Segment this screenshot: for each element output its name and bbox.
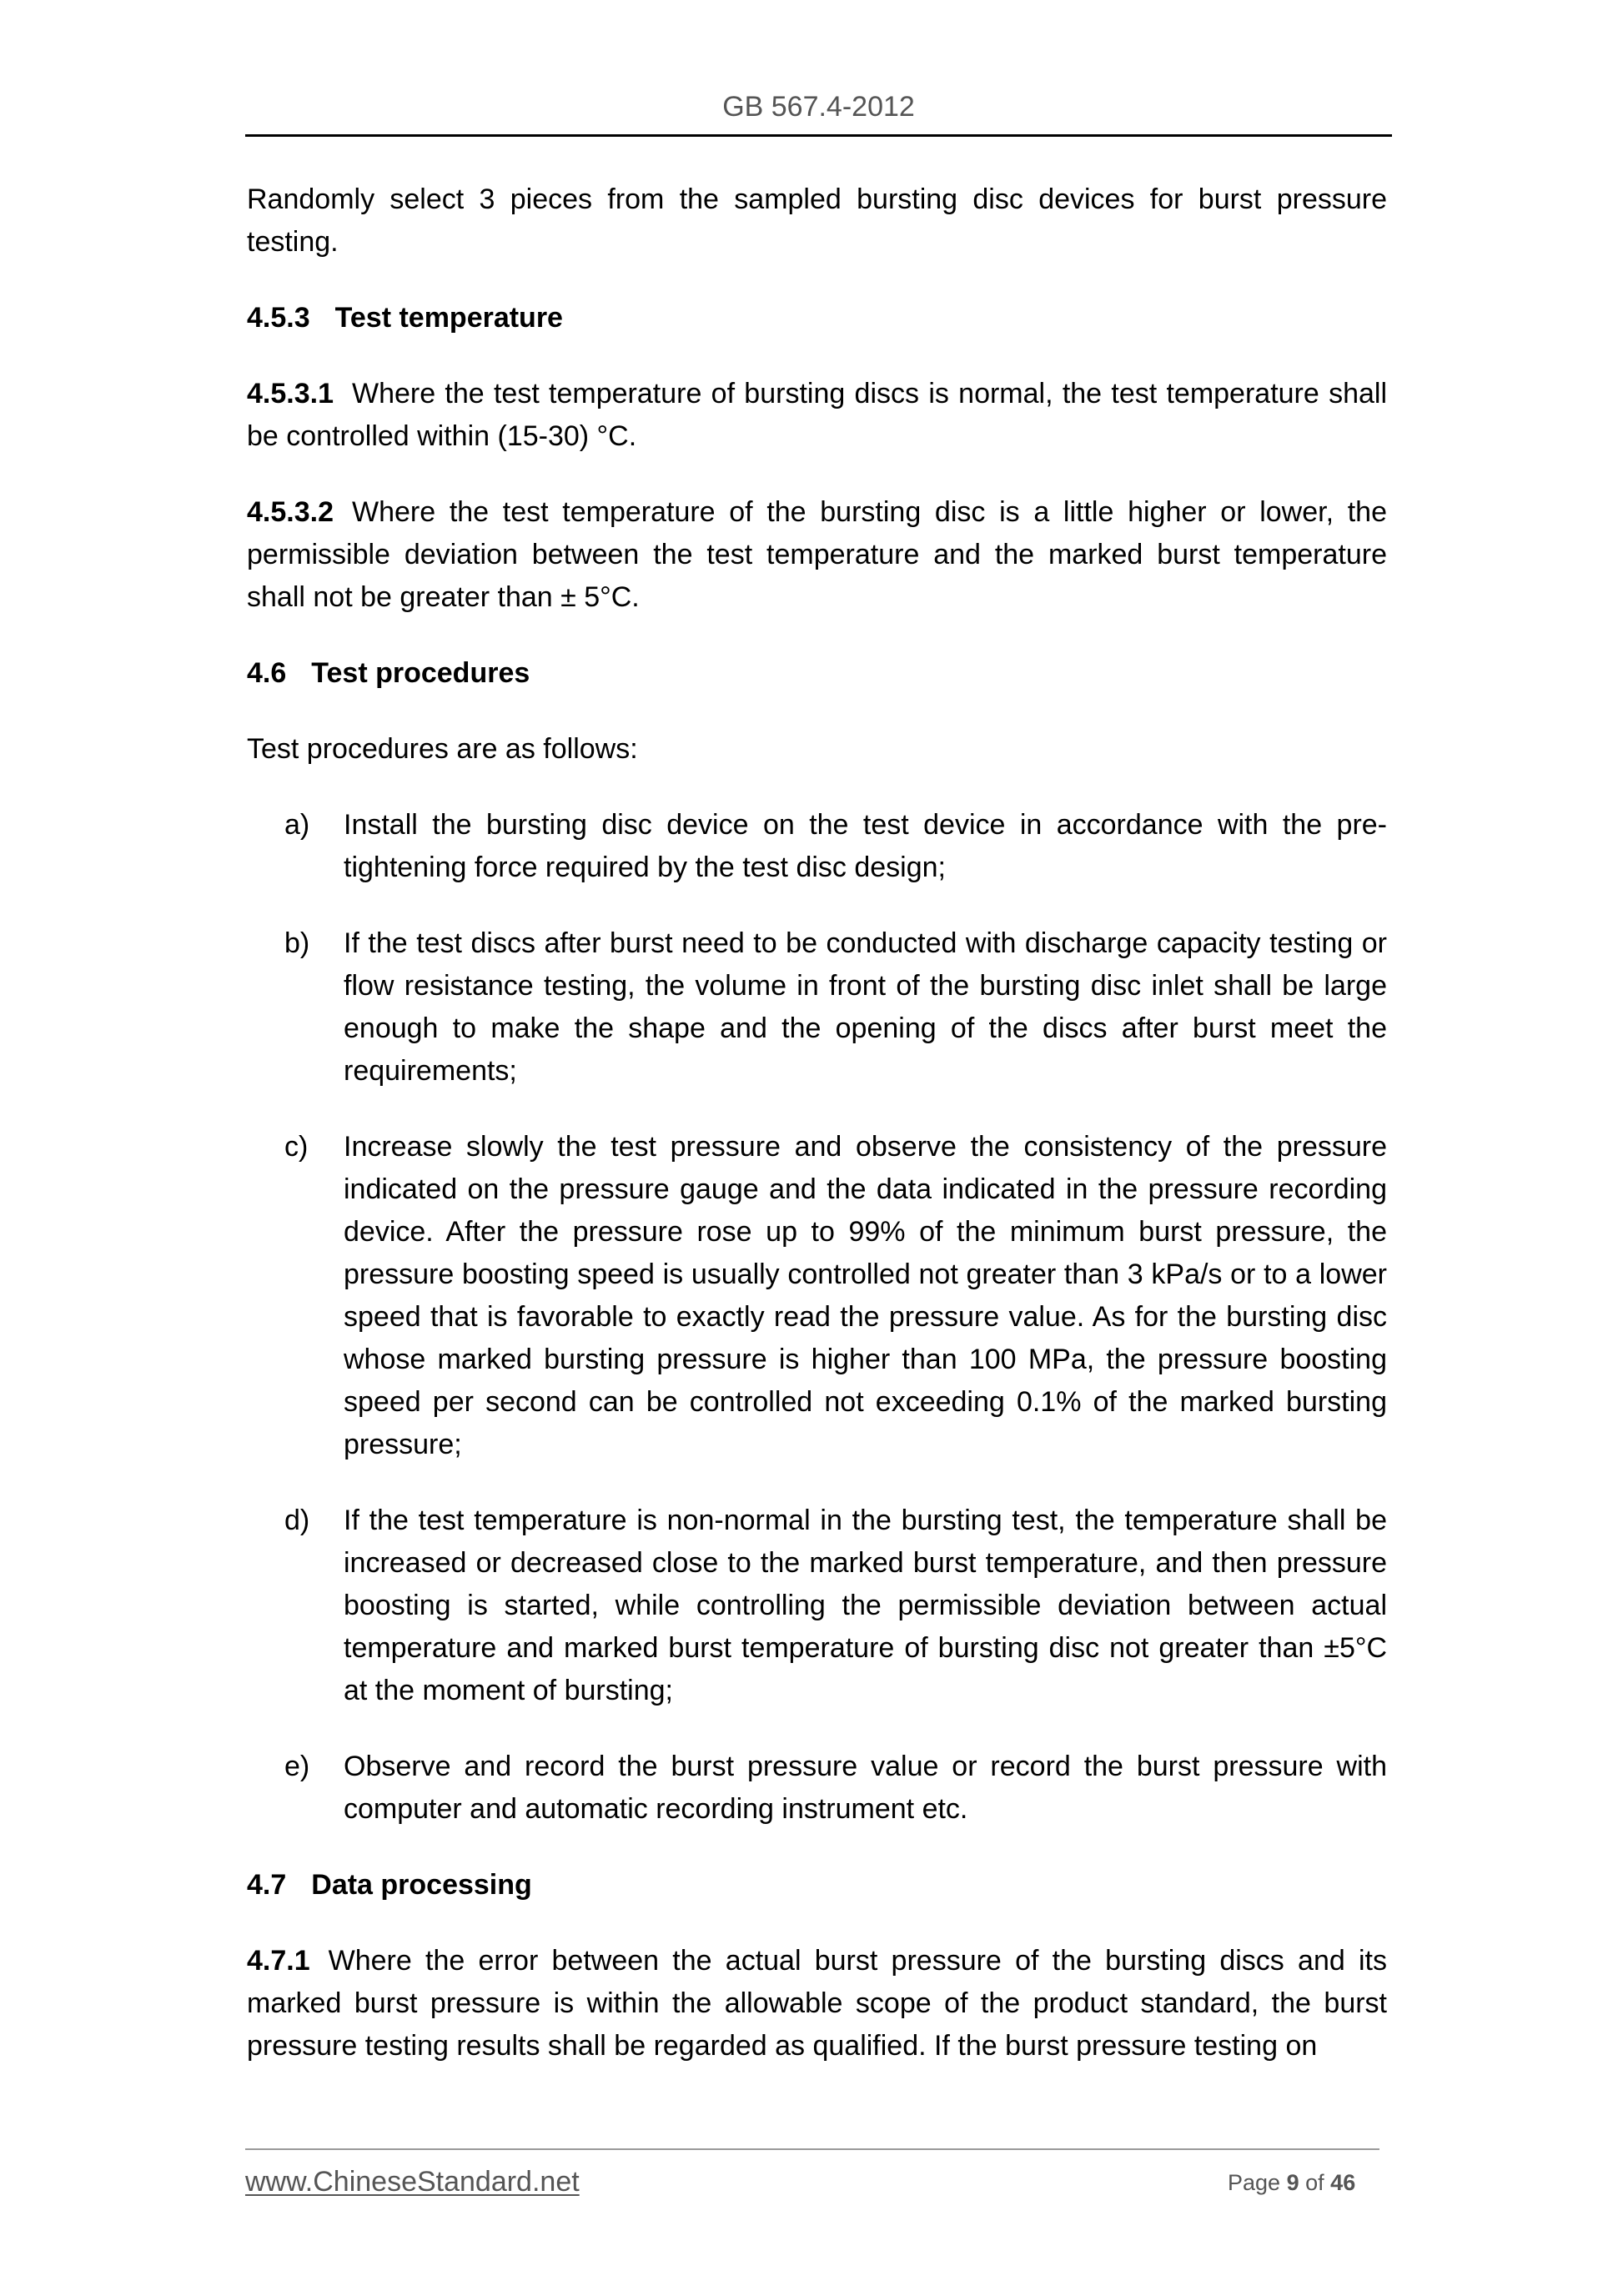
page-body — [247, 178, 1387, 2101]
clause-4-5-3-1 — [247, 373, 1387, 458]
list-item — [247, 1500, 1387, 1712]
clause-text: Where the error between the actual burst pressure of the bursting discs and its marked burst pressure is within the allowable scope of the product standard, the burst pressure testing results shall be regarded as qualified. If the burst pressure testing on — [247, 1945, 1387, 2062]
section-title: Data processing — [311, 1869, 532, 1901]
list-marker: d) — [284, 1505, 310, 1536]
list-marker: c) — [284, 1131, 309, 1163]
list-item-text: Install the bursting disc device on the test device in accordance with the pre-tightening force required by the test disc design; — [344, 809, 1387, 883]
section-number: 4.6 — [247, 657, 287, 689]
section-heading-4-5-3 — [247, 297, 1387, 339]
list-marker: b) — [284, 927, 310, 959]
list-marker: a) — [284, 809, 310, 841]
clause-text: Where the test temperature of the bursting disc is a little higher or lower, the permissible deviation between the test temperature and the marked burst temperature shall not be greater than ± 5°C. — [247, 496, 1387, 613]
section-heading-4-6 — [247, 652, 1387, 695]
intro-paragraph: Randomly select 3 pieces from the sampled bursting disc devices for burst pressure testing. — [247, 183, 1387, 258]
section-title: Test temperature — [334, 302, 563, 334]
list-item — [247, 804, 1387, 889]
clause-4-5-3-2 — [247, 491, 1387, 619]
page-total: 46 — [1330, 2170, 1356, 2195]
page-current: 9 — [1286, 2170, 1299, 2195]
list-marker: e) — [284, 1751, 310, 1782]
list-item-text: If the test discs after burst need to be conducted with discharge capacity testing or flow resistance testing, the volume in front of the bursting disc inlet shall be large enough to make the shape and the opening of the discs after burst meet the requirements; — [344, 927, 1387, 1087]
section-heading-4-7 — [247, 1864, 1387, 1907]
header-divider — [245, 134, 1392, 137]
procedures-lead-text: Test procedures are as follows: — [247, 733, 638, 765]
list-item-text: Increase slowly the test pressure and observe the consistency of the pressure indicated on the pressure gauge and the data indicated in the pressure recording device. After the pressure rose up to 99% of the minimum burst pressure, the pressure boosting speed is usually controlled not greater than 3 kPa/s or to a lower speed that is favorable to exactly read the pressure value. As for the bursting disc whose marked bursting pressure is higher than 100 MPa, the pressure boosting speed per second can be controlled not exceeding 0.1% of the marked bursting pressure; — [344, 1131, 1387, 1460]
section-number: 4.5.3 — [247, 302, 310, 334]
list-item — [247, 922, 1387, 1093]
section-title: Test procedures — [311, 657, 530, 689]
page-indicator — [1228, 2168, 1355, 2197]
list-item-text: If the test temperature is non-normal in the bursting test, the temperature shall be increased or decreased close to the marked burst temperature, and then pressure boosting is started, while controlling the permissible deviation between actual temperature and marked burst temperature of bursting disc not greater than ±5°C at the moment of bursting; — [344, 1505, 1387, 1706]
clause-number: 4.5.3.1 — [247, 378, 334, 409]
footer-divider — [245, 2148, 1379, 2150]
clause-text: Where the test temperature of bursting discs is normal, the test temperature shall be controlled within (15-30) °C. — [247, 378, 1387, 452]
page-prefix: Page — [1228, 2170, 1281, 2195]
section-number: 4.7 — [247, 1869, 287, 1901]
procedure-list — [247, 804, 1387, 1831]
website-link[interactable]: www.ChineseStandard.net — [245, 2166, 580, 2198]
list-item-text: Observe and record the burst pressure value or record the burst pressure with computer and automatic recording instrument etc. — [344, 1751, 1387, 1825]
page-of: of — [1305, 2170, 1324, 2195]
document-id-header: GB 567.4-2012 — [722, 91, 915, 123]
list-item — [247, 1126, 1387, 1466]
clause-number: 4.5.3.2 — [247, 496, 334, 528]
list-item — [247, 1746, 1387, 1831]
clause-number: 4.7.1 — [247, 1945, 310, 1977]
clause-4-7-1 — [247, 1940, 1387, 2067]
